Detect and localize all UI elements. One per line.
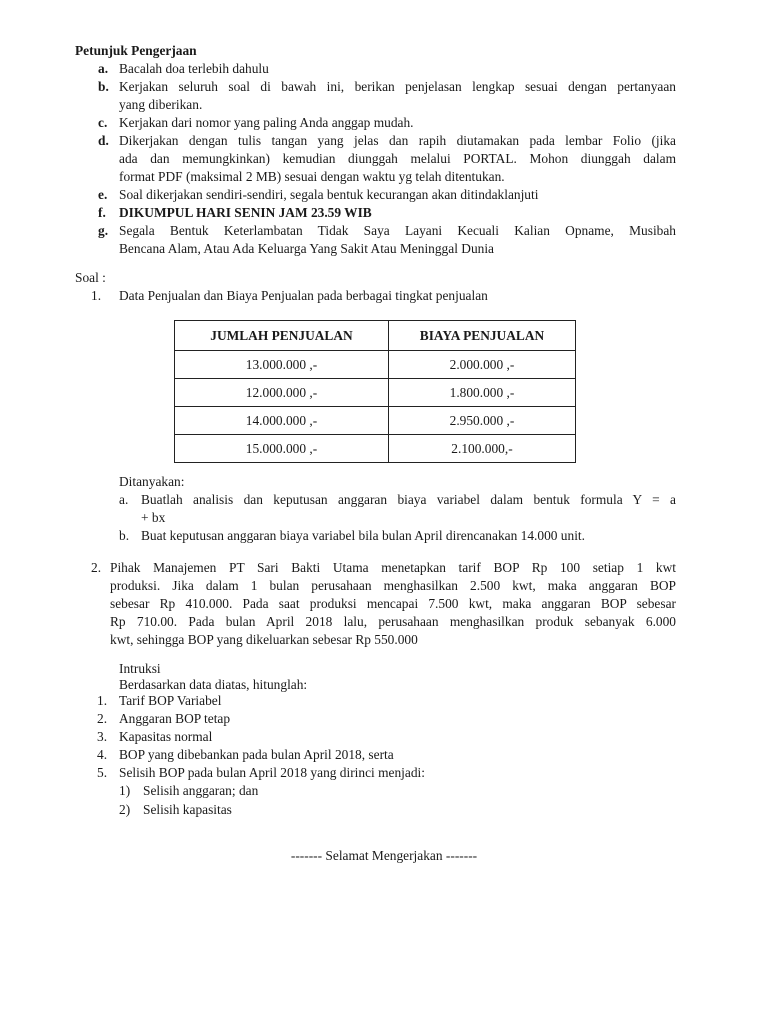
instruction-e-line1: Soal dikerjakan sendiri-sendiri, segala bentuk kecurangan akan ditindaklanjuti: [119, 187, 539, 202]
q2-sublist-num: 1): [119, 783, 131, 798]
q2-line4: Rp 710.00. Pada bulan April 2018 lalu, perusahaan menghasilkan produk sebanyak 6.000: [110, 614, 676, 629]
table-row: [175, 435, 576, 463]
q2-list-num: 3.: [97, 729, 108, 744]
q2-list-num: 5.: [97, 765, 108, 780]
table-row: [175, 379, 576, 407]
table-cell: 14.000.000 ,-: [175, 407, 389, 435]
table-header-cell: BIAYA PENJUALAN: [388, 321, 575, 351]
table-cell: 2.950.000 ,-: [388, 407, 575, 435]
instruction-f-deadline: DIKUMPUL HARI SENIN JAM 23.59 WIB: [119, 205, 372, 220]
instruction-letter-g: g.: [98, 223, 109, 238]
q2-sublist-item: Selisih kapasitas: [143, 802, 232, 817]
table-header-row: [175, 321, 576, 351]
q2-line2: produksi. Jika dalam 1 bulan perusahaan menghasilkan 2.500 kwt, maka anggaran BOP: [110, 578, 676, 593]
table-row: [175, 351, 576, 379]
table-cell: 12.000.000 ,-: [175, 379, 389, 407]
instruction-a-line1: Bacalah doa terlebih dahulu: [119, 61, 269, 76]
q2-line3: sebesar Rp 410.000. Pada saat produksi mencapai 7.500 kwt, maka anggaran BOP sebesar: [110, 596, 676, 611]
q2-number: 2.: [91, 560, 102, 575]
table-cell: 15.000.000 ,-: [175, 435, 389, 463]
instruction-b-line2: yang diberikan.: [119, 97, 203, 112]
instruction-d-line1: Dikerjakan dengan tulis tangan yang jelas dan rapih diutamakan pada lembar Folio (jika: [119, 133, 676, 148]
instruction-d-line3: format PDF (maksimal 2 MB) sesuai dengan waktu yg telah ditentukan.: [119, 169, 505, 184]
table-header-cell: JUMLAH PENJUALAN: [175, 321, 389, 351]
table-row: [175, 407, 576, 435]
instruction-c-line1: Kerjakan dari nomor yang paling Anda anggap mudah.: [119, 115, 414, 130]
q1-number: 1.: [91, 288, 102, 303]
q1-text: Data Penjualan dan Biaya Penjualan pada berbagai tingkat penjualan: [119, 288, 488, 303]
table-cell: 13.000.000 ,-: [175, 351, 389, 379]
instruction-d-line2: ada dan memungkinkan) kemudian diunggah melalui PORTAL. Mohon diunggah dalam: [119, 151, 676, 166]
q2-instruction-text: Berdasarkan data diatas, hitunglah:: [119, 677, 308, 692]
instruction-letter-f: f.: [98, 205, 106, 220]
table-cell: 2.100.000,-: [388, 435, 575, 463]
q2-list-item: Selisih BOP pada bulan April 2018 yang dirinci menjadi:: [119, 765, 425, 780]
q2-sublist-num: 2): [119, 802, 131, 817]
q1-asked-label: Ditanyakan:: [119, 474, 185, 489]
q1-sub-letter-a: a.: [119, 492, 129, 507]
instruction-letter-b: b.: [98, 79, 109, 94]
q2-list-num: 1.: [97, 693, 108, 708]
instruction-g-line2: Bencana Alam, Atau Ada Keluarga Yang Sakit Atau Meninggal Dunia: [119, 241, 494, 256]
q2-list-item: Tarif BOP Variabel: [119, 693, 222, 708]
q2-list-item: Kapasitas normal: [119, 729, 213, 744]
instructions-title: Petunjuk Pengerjaan: [75, 43, 197, 58]
q2-line5: kwt, sehingga BOP yang dikeluarkan sebesar Rp 550.000: [110, 632, 418, 647]
instruction-letter-d: d.: [98, 133, 109, 148]
q1-sub-b-line1: Buat keputusan anggaran biaya variabel bila bulan April direncanakan 14.000 unit.: [141, 528, 585, 543]
q1-sub-a-line2: + bx: [141, 510, 166, 525]
table-cell: 1.800.000 ,-: [388, 379, 575, 407]
table-cell: 2.000.000 ,-: [388, 351, 575, 379]
q2-list-num: 4.: [97, 747, 108, 762]
instruction-letter-a: a.: [98, 61, 109, 76]
q2-list-num: 2.: [97, 711, 108, 726]
instruction-letter-c: c.: [98, 115, 108, 130]
q2-sublist-item: Selisih anggaran; dan: [143, 783, 259, 798]
q2-list-item: BOP yang dibebankan pada bulan April 2018, serta: [119, 747, 394, 762]
q2-line1: Pihak Manajemen PT Sari Bakti Utama menetapkan tarif BOP Rp 100 setiap 1 kwt: [110, 560, 676, 575]
q2-list-item: Anggaran BOP tetap: [119, 711, 231, 726]
q1-sub-letter-b: b.: [119, 528, 130, 543]
instruction-b-line1: Kerjakan seluruh soal di bawah ini, berikan penjelasan lengkap sesuai dengan pertanyaan: [119, 79, 676, 94]
closing-footer: ------- Selamat Mengerjakan -------: [290, 848, 478, 863]
q1-sub-a-line1: Buatlah analisis dan keputusan anggaran biaya variabel dalam bentuk formula Y = a: [141, 492, 676, 507]
soal-label: Soal :: [75, 270, 106, 285]
q2-instruction-label: Intruksi: [119, 661, 161, 676]
sales-data-table: [174, 320, 576, 463]
instruction-letter-e: e.: [98, 187, 108, 202]
instruction-g-line1: Segala Bentuk Keterlambatan Tidak Saya Layani Kecuali Kalian Opname, Musibah: [119, 223, 676, 238]
